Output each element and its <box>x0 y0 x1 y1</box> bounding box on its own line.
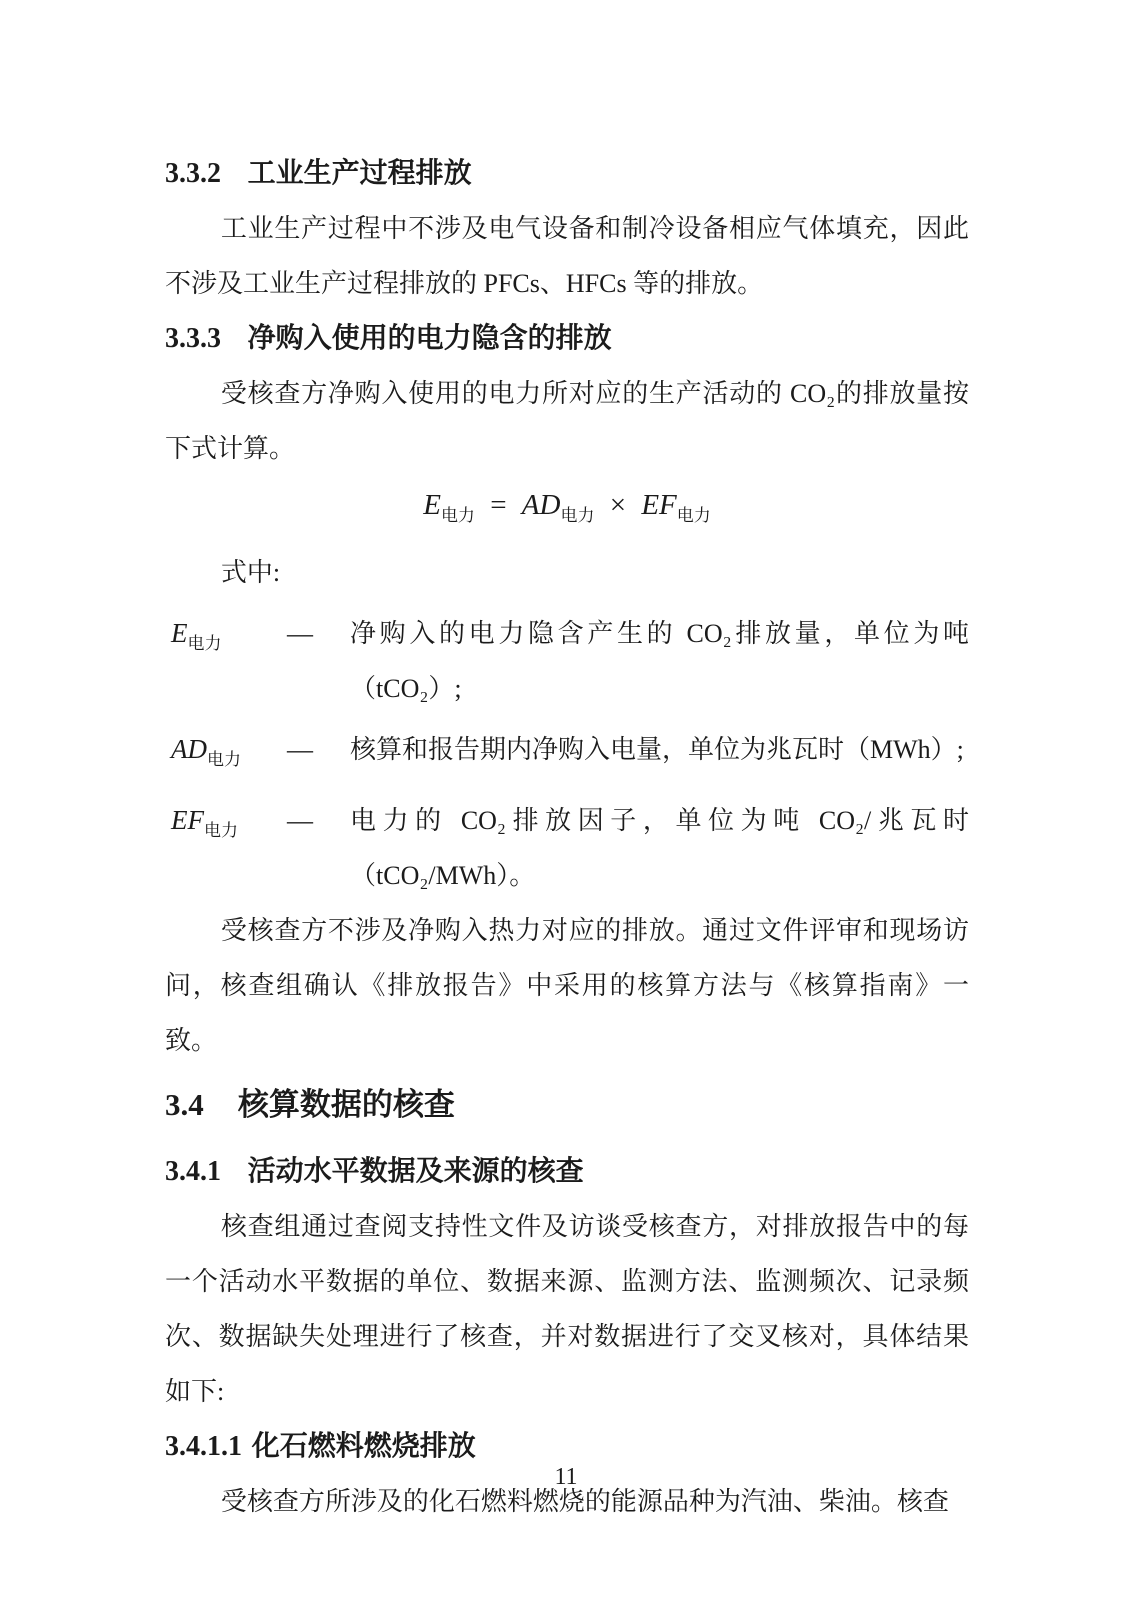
paragraph-activity-data-check: 核查组通过查阅支持性文件及访谈受核查方，对排放报告中的每一个活动水平数据的单位、数据来源、监测方法、监测频次、记录频次、数据缺失处理进行了核查，并对数据进行了交叉核对，具体结果如下: <box>165 1212 969 1406</box>
variable-definition-list <box>165 606 969 903</box>
formula-where-label: 式中: <box>220 558 281 587</box>
variable-symbol: $AD_{电力}$ <box>171 734 241 769</box>
definition-text: 净购入的电力隐含产生的 CO₂排放量，单位为吨（tCO₂）; <box>350 619 969 703</box>
formula-electricity-emission <box>165 478 969 543</box>
heading-title: 核算数据的核查 <box>237 1087 455 1122</box>
paragraph-electricity-intro: 受核查方净购入使用的电力所对应的生产活动的 CO₂的排放量按下式计算。 <box>165 379 969 463</box>
formula-term1-subscript: 电力 <box>560 506 595 525</box>
definition-row-ef-electricity <box>165 793 969 903</box>
heading-number: 3.4.1 <box>165 1156 221 1187</box>
heading-title: 活动水平数据及来源的核查 <box>247 1156 584 1187</box>
heading-3-4-1 <box>165 1144 969 1199</box>
formula-lhs-subscript: 电力 <box>440 506 475 525</box>
variable-symbol: $EF_{电力}$ <box>171 805 238 840</box>
heading-number: 3.3.3 <box>165 323 221 354</box>
equals-sign: = <box>490 489 507 521</box>
heading-3-3-3 <box>165 311 969 366</box>
heading-number: 3.4 <box>165 1087 204 1122</box>
heading-3-4 <box>165 1076 969 1134</box>
multiply-sign: × <box>609 489 627 521</box>
page-number: 11 <box>554 1464 578 1490</box>
variable-subscript: 电力 <box>187 634 222 653</box>
definition-dash: — <box>287 806 313 835</box>
variable-symbol: $E_{电力}$ <box>171 618 222 653</box>
formula-term1: $AD_{电力}$ <box>521 489 595 525</box>
heading-title: 净购入使用的电力隐含的排放 <box>247 323 612 354</box>
definition-row-ad-electricity <box>165 722 969 787</box>
heading-title: 化石燃料燃烧排放 <box>251 1431 476 1462</box>
paragraph-fossil-fuel: 受核查方所涉及的化石燃料燃烧的能源品种为汽油、柴油。核查 <box>220 1487 949 1516</box>
heading-title: 工业生产过程排放 <box>247 158 472 189</box>
definition-dash: — <box>287 735 313 764</box>
variable-subscript: 电力 <box>204 821 238 840</box>
definition-text: 电力的 CO₂排放因子，单位为吨 CO₂/兆瓦时（tCO₂/MWh）。 <box>350 806 969 890</box>
formula-lhs: $E_{电力}$ <box>423 489 475 525</box>
heading-number: 3.3.2 <box>165 158 221 189</box>
formula-term2-subscript: 电力 <box>676 506 711 525</box>
definition-row-e-electricity <box>165 606 969 716</box>
definition-dash: — <box>287 619 313 648</box>
heading-3-3-2 <box>165 146 969 201</box>
variable-subscript: 电力 <box>207 750 241 769</box>
formula-term2: $EF_{电力}$ <box>641 489 711 525</box>
heading-number: 3.4.1.1 <box>165 1431 242 1462</box>
paragraph-industrial-process: 工业生产过程中不涉及电气设备和制冷设备相应气体填充，因此不涉及工业生产过程排放的 PFCs、HFCs 等的排放。 <box>165 214 969 298</box>
definition-text: 核算和报告期内净购入电量，单位为兆瓦时（MWh）; <box>350 735 964 764</box>
paragraph-heat-conclusion: 受核查方不涉及净购入热力对应的排放。通过文件评审和现场访问，核查组确认《排放报告》中采用的核算方法与《核算指南》一致。 <box>165 916 969 1055</box>
